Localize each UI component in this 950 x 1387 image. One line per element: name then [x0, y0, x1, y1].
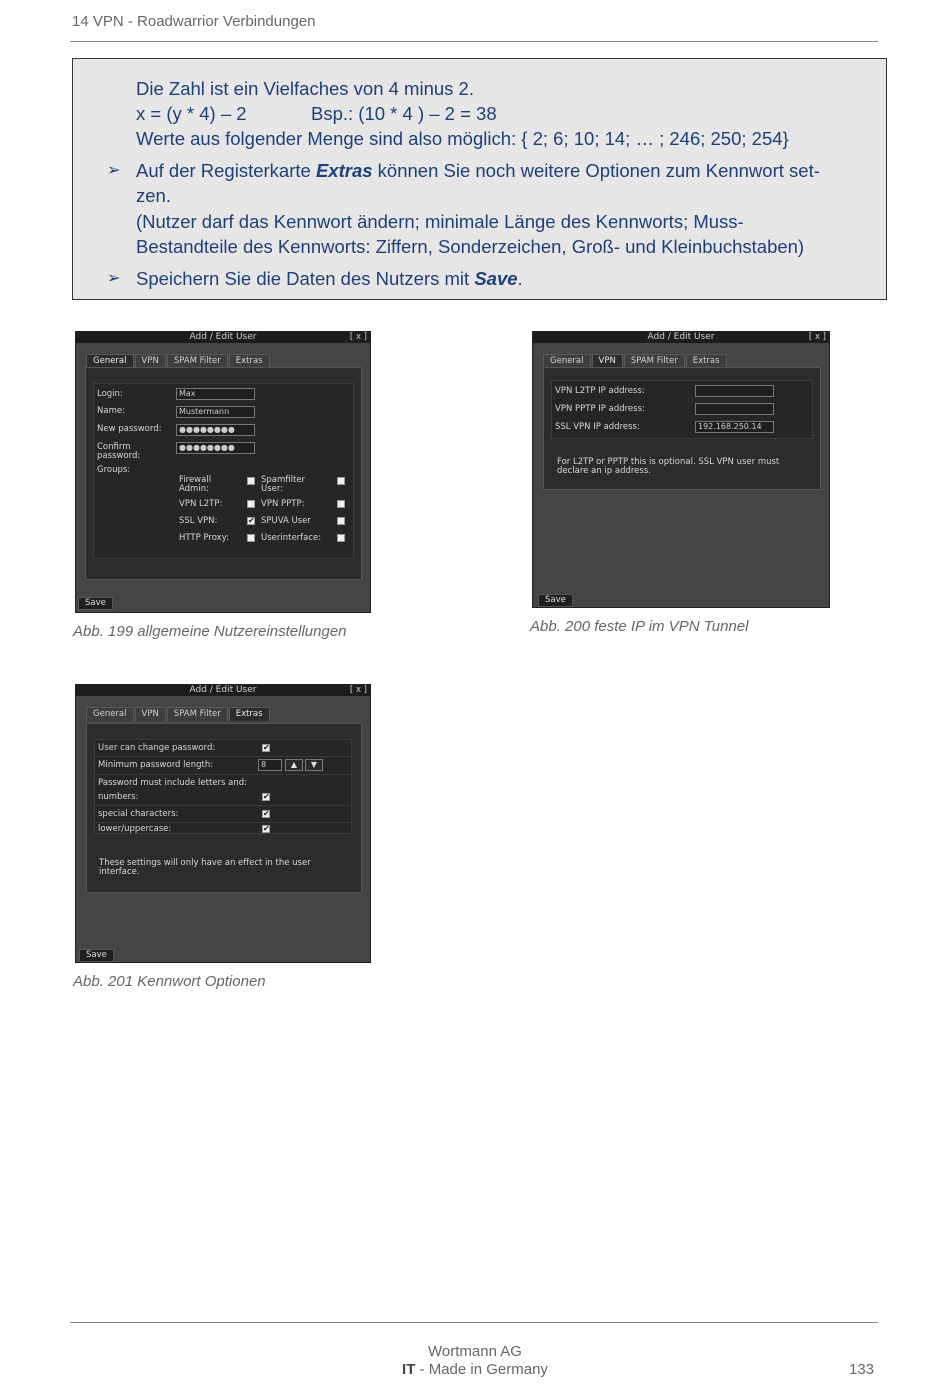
tab-general[interactable]: General — [86, 354, 134, 368]
spuva-user-checkbox[interactable] — [337, 517, 345, 525]
name-field[interactable]: Mustermann — [176, 406, 255, 418]
userinterface-label: Userinterface: — [261, 533, 322, 543]
bullet-2 — [136, 266, 523, 292]
ssl-vpn-ip-field[interactable]: 192.168.250.14 — [695, 421, 774, 433]
numbers-checkbox[interactable]: ✔ — [263, 792, 270, 801]
dialog-title: Add / Edit User — [189, 332, 257, 342]
tab-vpn[interactable]: VPN — [592, 354, 623, 368]
case-label: lower/uppercase: — [98, 824, 172, 834]
confirm-password-field[interactable]: ●●●●●●●● — [176, 442, 255, 454]
vpn-note-line-1: For L2TP or PPTP this is optional. SSL VPN user must — [557, 457, 780, 467]
footer-tag-rest: - Made in Germany — [415, 1361, 548, 1378]
special-characters-label: special characters: — [98, 809, 179, 819]
form-area — [94, 739, 352, 834]
footer-rule — [70, 1322, 878, 1323]
spamfilter-user-label-2: User: — [261, 484, 284, 494]
vpn-l2tp-checkbox[interactable] — [247, 500, 255, 508]
vpn-pptp-checkbox[interactable] — [337, 500, 345, 508]
info-line-3: Werte aus folgender Menge sind also möglich: { 2; 6; 10; 14; … ; 246; 250; 254} — [136, 128, 789, 149]
firewall-admin-checkbox[interactable] — [247, 477, 255, 485]
spuva-user-label: SPUVA User — [261, 516, 311, 526]
case-checkbox[interactable]: ✔ — [263, 824, 270, 833]
min-length-label: Minimum password length: — [98, 760, 214, 770]
change-password-checkbox[interactable]: ✔ — [263, 743, 270, 752]
extras-note-line-2: interface. — [99, 867, 140, 877]
min-length-field[interactable]: 8 — [258, 759, 282, 771]
dialog-titlebar — [533, 332, 829, 343]
figure-caption-201: Abb. 201 Kennwort Optionen — [73, 973, 266, 990]
dialog-title: Add / Edit User — [189, 685, 257, 695]
vpn-note-line-2: declare an ip address. — [557, 466, 651, 476]
vpn-l2tp-label: VPN L2TP: — [179, 499, 223, 509]
info-line-1: Die Zahl ist ein Vielfaches von 4 minus 2. — [136, 78, 474, 99]
login-label: Login: — [97, 389, 123, 399]
tab-general[interactable]: General — [86, 707, 134, 721]
firewall-admin-label-2: Admin: — [179, 484, 209, 494]
userinterface-checkbox[interactable] — [337, 534, 345, 542]
tab-spam-filter[interactable]: SPAM Filter — [167, 707, 228, 721]
tab-extras[interactable]: Extras — [229, 707, 270, 721]
form-area — [551, 380, 813, 439]
ssl-vpn-checkbox[interactable]: ✔ — [248, 516, 255, 525]
screenshot-extras-tab — [75, 684, 371, 963]
running-header: 14 VPN - Roadwarrior Verbindungen — [72, 13, 316, 30]
tab-spam-filter[interactable]: SPAM Filter — [167, 354, 228, 368]
dialog-title: Add / Edit User — [647, 332, 715, 342]
screenshot-vpn-tab — [532, 331, 830, 608]
tab-vpn[interactable]: VPN — [135, 354, 166, 368]
footer-tagline — [0, 1361, 950, 1378]
numbers-label: numbers: — [98, 792, 139, 802]
http-proxy-label: HTTP Proxy: — [179, 533, 229, 543]
screenshot-general-tab — [75, 331, 371, 613]
tab-bar — [86, 707, 271, 720]
special-characters-checkbox[interactable]: ✔ — [263, 809, 270, 818]
footer-company: Wortmann AG — [428, 1343, 522, 1360]
dialog-titlebar — [76, 685, 370, 696]
bullet-arrow-icon: ➢ — [107, 270, 121, 287]
info-parenthetical-1: (Nutzer darf das Kennwort ändern; minimale Länge des Kennworts; Muss- — [136, 211, 744, 232]
login-field[interactable]: Max — [176, 388, 255, 400]
vpn-pptp-label: VPN PPTP: — [261, 499, 305, 509]
must-include-label: Password must include letters and: — [98, 778, 247, 788]
tab-general[interactable]: General — [543, 354, 591, 368]
bullet-1 — [136, 158, 820, 184]
row-divider — [95, 805, 351, 806]
ssl-vpn-ip-label: SSL VPN IP address: — [555, 422, 640, 432]
decrement-arrow-icon[interactable]: ▼ — [305, 759, 323, 771]
row-divider — [95, 822, 351, 823]
close-icon[interactable]: [ x ] — [349, 685, 367, 695]
confirm-password-label-2: password: — [97, 451, 141, 461]
save-button[interactable]: Save — [78, 597, 113, 610]
info-line-2-example: Bsp.: (10 * 4 ) – 2 = 38 — [311, 103, 497, 124]
extras-note-line-1: These settings will only have an effect in the user — [99, 858, 311, 868]
ssl-vpn-label: SSL VPN: — [179, 516, 218, 526]
vpn-l2tp-ip-field[interactable] — [695, 385, 774, 397]
bullet-1-post: können Sie noch weitere Optionen zum Kennwort set- — [372, 160, 820, 181]
name-label: Name: — [97, 406, 125, 416]
close-icon[interactable]: [ x ] — [808, 332, 826, 342]
info-box — [72, 58, 887, 300]
close-icon[interactable]: [ x ] — [349, 332, 367, 342]
bullet-1-emphasis: Extras — [315, 160, 373, 181]
figure-caption-199: Abb. 199 allgemeine Nutzereinstellungen — [73, 623, 347, 640]
row-divider — [95, 774, 351, 775]
spamfilter-user-checkbox[interactable] — [337, 477, 345, 485]
bullet-1-continuation: zen. — [136, 185, 171, 206]
tab-extras[interactable]: Extras — [686, 354, 727, 368]
row-divider — [95, 756, 351, 757]
tab-panel — [85, 367, 362, 580]
new-password-field[interactable]: ●●●●●●●● — [176, 424, 255, 436]
firewall-admin-label-1: Firewall — [179, 475, 212, 485]
form-area — [93, 383, 354, 559]
groups-label: Groups: — [97, 465, 131, 475]
confirm-password-label-1: Confirm — [97, 442, 131, 452]
info-line-2-formula: x = (y * 4) – 2 — [136, 103, 247, 124]
increment-arrow-icon[interactable]: ▲ — [285, 759, 303, 771]
bullet-2-emphasis: Save — [474, 268, 518, 289]
change-password-label: User can change password: — [98, 743, 216, 753]
info-parenthetical-2: Bestandteile des Kennworts: Ziffern, Sonderzeichen, Groß- und Kleinbuchstaben) — [136, 236, 805, 257]
vpn-l2tp-ip-label: VPN L2TP IP address: — [555, 386, 645, 396]
tab-spam-filter[interactable]: SPAM Filter — [624, 354, 685, 368]
bullet-2-post: . — [517, 268, 523, 289]
tab-vpn[interactable]: VPN — [135, 707, 166, 721]
spamfilter-user-label-1: Spamfilter — [261, 475, 306, 485]
http-proxy-checkbox[interactable] — [247, 534, 255, 542]
save-button[interactable]: Save — [79, 949, 114, 962]
header-rule — [70, 41, 878, 42]
bullet-2-pre: Speichern Sie die Daten des Nutzers mit — [136, 268, 475, 289]
figure-caption-200: Abb. 200 feste IP im VPN Tunnel — [530, 618, 749, 635]
tab-panel — [543, 367, 821, 490]
dialog-titlebar — [76, 332, 370, 343]
save-button[interactable]: Save — [538, 594, 573, 607]
vpn-pptp-ip-label: VPN PPTP IP address: — [555, 404, 645, 414]
footer-tag-bold: IT — [402, 1361, 416, 1378]
new-password-label: New password: — [97, 424, 162, 434]
tab-bar — [86, 354, 271, 367]
page-number: 133 — [849, 1361, 875, 1378]
tab-panel — [86, 723, 362, 893]
vpn-pptp-ip-field[interactable] — [695, 403, 774, 415]
bullet-1-pre: Auf der Registerkarte — [136, 160, 316, 181]
bullet-arrow-icon: ➢ — [107, 162, 121, 179]
tab-bar — [543, 354, 728, 367]
tab-extras[interactable]: Extras — [229, 354, 270, 368]
